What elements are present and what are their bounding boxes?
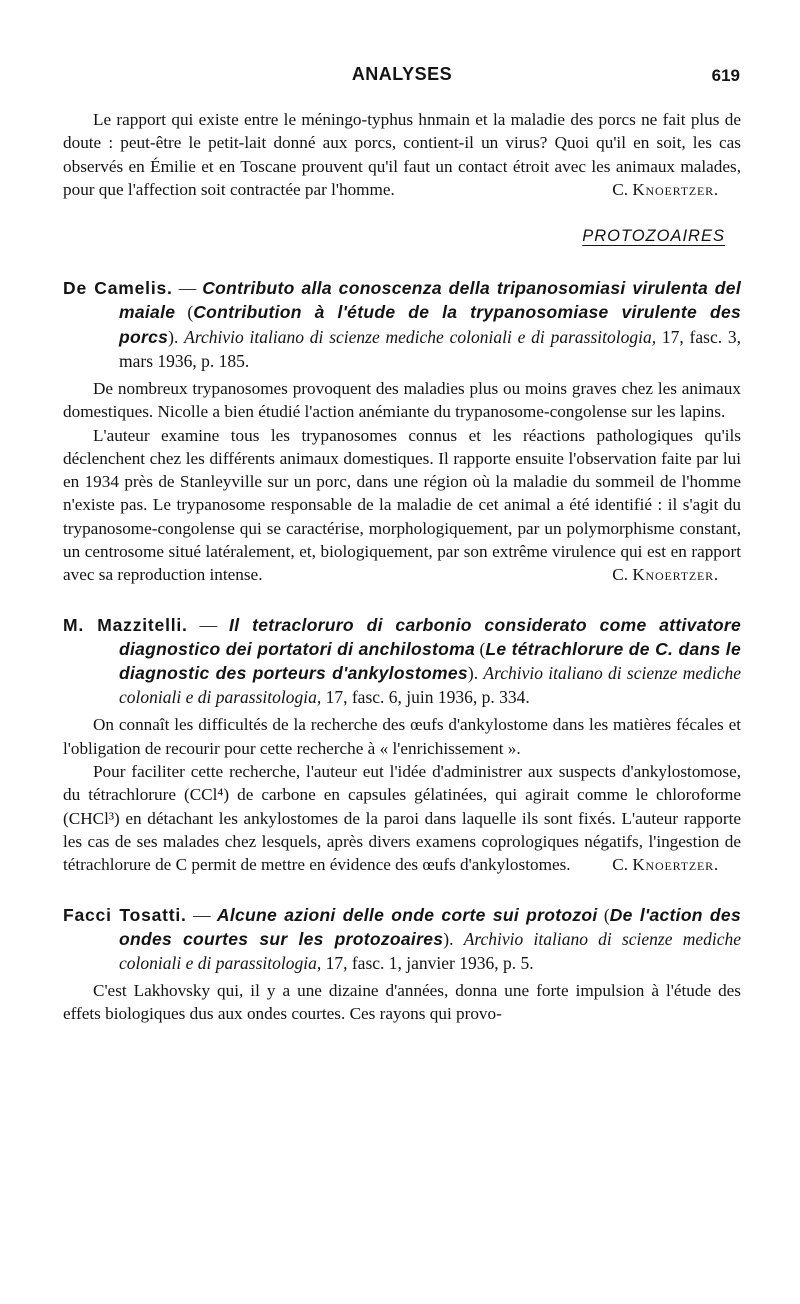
entry-reference: 17, fasc. 6, juin 1936, p. 334.	[325, 687, 530, 708]
intro-paragraph	[63, 108, 741, 201]
entry-original-title: Contributo alla conoscenza della tripanosomiasi virulenta del maiale	[119, 278, 741, 323]
entry-french-title: De l'action des ondes courtes sur les protozoaires	[119, 904, 741, 949]
signature: C. Knoertzer.	[612, 855, 719, 875]
abstract-entry	[63, 613, 741, 877]
entry-reference: 17, fasc. 1, janvier 1936, p. 5.	[325, 952, 534, 973]
entry-citation: M. Mazzitelli. — Il tetracloruro di carbonio considerato come attivatore diagnostico dei portatori di anchilostoma (Le tétrachlorure de C. dans le diagnostic des porteurs d'ankylostomes). Archivio italiano di scienze mediche coloniali e di parassitologia, 17, fasc. 6, juin 1936, p. 334.	[63, 614, 741, 708]
entry-paragraph: On connaît les difficultés de la recherche des œufs d'ankylostome dans les matières fécales et l'obligation de recourir pour cette recherche à « l'enrichissement ».	[63, 715, 741, 758]
abstract-entry	[63, 276, 741, 586]
entry-separator	[63, 877, 741, 899]
entry-french-title: Le tétrachlorure de C. dans le diagnostic des porteurs d'ankylostomes	[119, 638, 741, 684]
signature: C. Knoertzer.	[612, 179, 719, 199]
entry-separator	[63, 587, 741, 609]
entry-author: Facci Tosatti.	[63, 904, 187, 925]
entry-paragraph: Pour faciliter cette recherche, l'auteur eut l'idée d'administrer aux suspects d'ankylostomose, du tétrachlorure (CCl⁴) de carbone en capsules gélatinées, qui agirait comme le chloroforme (CHCl³) en détachant les ankylostomes de la paroi dans laquelle ils sont fixés. L'auteur rapporte les cas de ses malades chez lesquels, après divers examens coprologiques négatifs, l'ingestion de tétrachlorure de C permit de mettre en évidence des œufs d'ankylostomes. C. Knoertzer.	[63, 760, 741, 876]
page-body	[63, 108, 741, 1026]
entry-journal: Archivio italiano di scienze mediche coloniali e di parassitologia,	[119, 663, 741, 708]
entry-paragraph: De nombreux trypanosomes provoquent des maladies plus ou moins graves chez les animaux domestiques. Nicolle a bien étudié l'action anémiante du trypanosome-congolense sur les lapins.	[63, 379, 741, 422]
entry-author: M. Mazzitelli.	[63, 614, 188, 635]
running-header	[64, 64, 740, 90]
entry-reference: 17, fasc. 3, mars 1936, p. 185.	[119, 326, 742, 371]
entry-original-title: Il tetracloruro di carbonio considerato come attivatore diagnostico dei portatori di anchilostoma	[119, 614, 741, 659]
signature: C. Knoertzer.	[612, 565, 719, 585]
entry-paragraph: C'est Lakhovsky qui, il y a une dizaine d'années, donna une forte impulsion à l'étude des effets biologiques dus aux ondes courtes. Ces rayons qui provo-	[63, 981, 741, 1024]
running-title: ANALYSES	[351, 64, 453, 84]
entry-journal: Archivio italiano di scienze mediche coloniali e di parassitologia,	[119, 928, 741, 973]
intro-text: Le rapport qui existe entre le méningo-typhus hnmain et la maladie des porcs ne fait plus de doute : peut-être le petit-lait donné aux porcs, contient-il un virus? Quoi qu'il en soit, les cas observés en Émilie et en Toscane prouvent qu'il faut un contact étroit avec les animaux malades, pour que l'affection soit contractée par l'homme.	[63, 110, 741, 199]
entry-citation: Facci Tosatti. — Alcune azioni delle onde corte sui protozoi (De l'action des ondes courtes sur les protozoaires). Archivio italiano di scienze mediche coloniali e di parassitologia, 17, fasc. 1, janvier 1936, p. 5.	[63, 904, 741, 973]
entry-citation: De Camelis. — Contributo alla conoscenza della tripanosomiasi virulenta del maiale (Contribution à l'étude de la trypanosomiase virulente des porcs). Archivio italiano di scienze mediche coloniali e di parassitologia, 17, fasc. 3, mars 1936, p. 185.	[63, 278, 742, 371]
page-number: 619	[711, 66, 740, 85]
entry-paragraph: L'auteur examine tous les trypanosomes connus et les réactions pathologiques qu'ils déclenchent chez les différents animaux domestiques. Il rapporte ensuite l'observation faite par lui en 1934 près de Stanleyville sur un porc, dans une région où la maladie du sommeil de l'homme n'existe pas. Le trypanosome responsable de la maladie de cet animal a été identifié : il s'agit du trypanosome-congolense qui se caractérise, morphologiquement, par un polymorphisme constant, un centrosome situé latéralement, et, biologiquement, par son extrême virulence qui est en rapport avec sa reproduction intense. C. Knoertzer.	[63, 424, 741, 587]
section-heading: PROTOZOAIRES	[582, 227, 725, 246]
entry-journal: Archivio italiano di scienze mediche coloniali e di parassitologia,	[184, 326, 657, 347]
entry-author: De Camelis.	[63, 278, 173, 299]
entry-french-title: Contribution à l'étude de la trypanosomiase virulente des porcs	[119, 302, 742, 347]
entry-original-title: Alcune azioni delle onde corte sui protozoi	[216, 904, 598, 925]
abstract-entry	[63, 903, 741, 1026]
